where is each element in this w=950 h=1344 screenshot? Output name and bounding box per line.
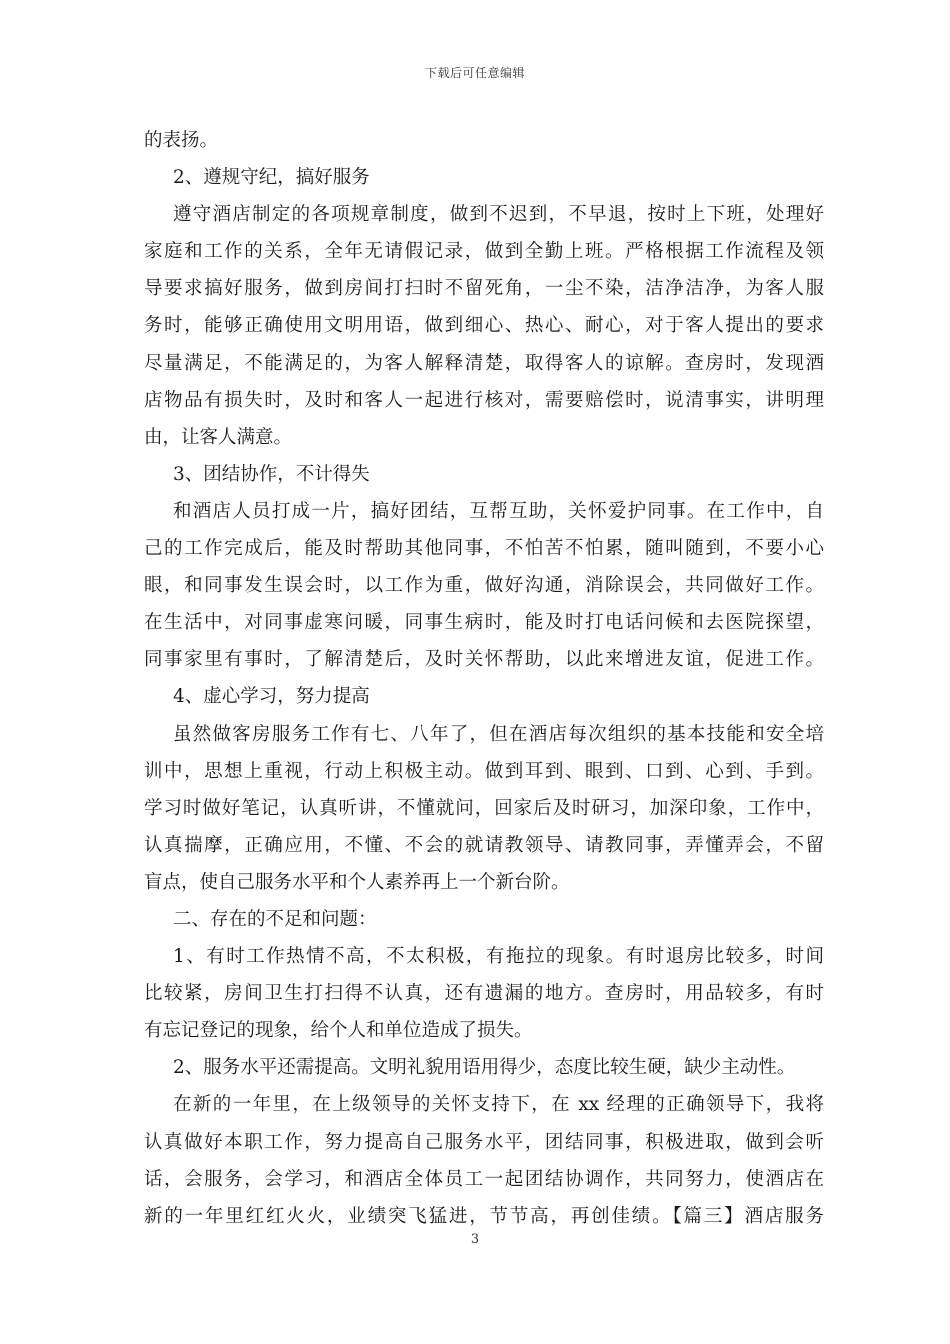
body-line: 虽然做客房服务工作有七、八年了，但在酒店每次组织的基本技能和安全培 xyxy=(173,723,824,745)
body-line: 认真揣摩，正确应用，不懂、不会的就请教领导、请教同事，弄懂弄会，不留 xyxy=(144,834,824,856)
document-body xyxy=(144,122,824,1235)
body-line: 盲点，使自己服务水平和个人素养再上一个新台阶。 xyxy=(144,871,570,893)
body-line: 眼，和同事发生误会时，以工作为重，做好沟通，消除误会，共同做好工作。 xyxy=(144,575,824,597)
body-line: 话，会服务，会学习，和酒店全体员工一起团结协调作，共同努力，使酒店在 xyxy=(144,1168,824,1190)
body-line: 家庭和工作的关系，全年无请假记录，做到全勤上班。严格根据工作流程及领 xyxy=(144,241,824,263)
body-line: 和酒店人员打成一片，搞好团结，互帮互助，关怀爱护同事。在工作中，自 xyxy=(173,500,824,522)
body-line: 店物品有损失时，及时和客人一起进行核对，需要赔偿时，说清事实，讲明理 xyxy=(144,389,824,411)
body-line: 尽量满足，不能满足的，为客人解释清楚，取得客人的谅解。查房时，发现酒 xyxy=(144,352,824,374)
body-line: 同事家里有事时，了解清楚后，及时关怀帮助，以此来增进友谊，促进工作。 xyxy=(144,649,824,671)
body-line: 新的一年里红红火火，业绩突飞猛进，节节高，再创佳绩。【篇三】酒店服务 xyxy=(144,1205,824,1227)
section-heading: 3、团结协作，不计得失 xyxy=(173,463,370,485)
body-line: 学习时做好笔记，认真听讲，不懂就问，回家后及时研习，加深印象，工作中， xyxy=(144,797,824,819)
section-heading: 4、虚心学习，努力提高 xyxy=(173,686,370,708)
body-line: 在生活中，对同事虚寒问暖，同事生病时，能及时打电话问候和去医院探望， xyxy=(144,612,824,634)
body-line: 1、有时工作热情不高，不太积极，有拖拉的现象。有时退房比较多，时间 xyxy=(173,946,824,968)
page-number: 3 xyxy=(470,1232,480,1247)
section-heading: 2、遵规守纪，搞好服务 xyxy=(173,167,370,189)
body-line: 训中，思想上重视，行动上积极主动。做到耳到、眼到、口到、心到、手到。 xyxy=(144,760,824,782)
body-line: 己的工作完成后，能及时帮助其他同事，不怕苦不怕累，随叫随到，不要小心 xyxy=(144,538,824,560)
body-line: 比较紧，房间卫生打扫得不认真，还有遗漏的地方。查房时，用品较多，有时 xyxy=(144,983,824,1005)
body-line: 的表扬。 xyxy=(144,130,219,151)
body-line: 遵守酒店制定的各项规章制度，做到不迟到，不早退，按时上下班，处理好 xyxy=(173,204,824,226)
body-line: 务时，能够正确使用文明用语，做到细心、热心、耐心，对于客人提出的要求 xyxy=(144,315,824,337)
body-line: 由，让客人满意。 xyxy=(144,426,293,448)
body-line: 2、服务水平还需提高。文明礼貌用语用得少，态度比较生硬，缺少主动性。 xyxy=(173,1057,796,1079)
body-line: 有忘记登记的现象，给个人和单位造成了损失。 xyxy=(144,1020,533,1042)
body-line: 导要求搞好服务，做到房间打扫时不留死角，一尘不染，洁净洁净，为客人服 xyxy=(144,278,824,300)
page-header: 下载后可任意编辑 xyxy=(424,66,525,80)
section-heading: 二、存在的不足和问题： xyxy=(173,908,377,930)
body-line: 在新的一年里，在上级领导的关怀支持下，在 xx 经理的正确领导下，我将 xyxy=(173,1094,824,1116)
body-line: 认真做好本职工作，努力提高自己服务水平，团结同事，积极进取，做到会听 xyxy=(144,1131,824,1153)
